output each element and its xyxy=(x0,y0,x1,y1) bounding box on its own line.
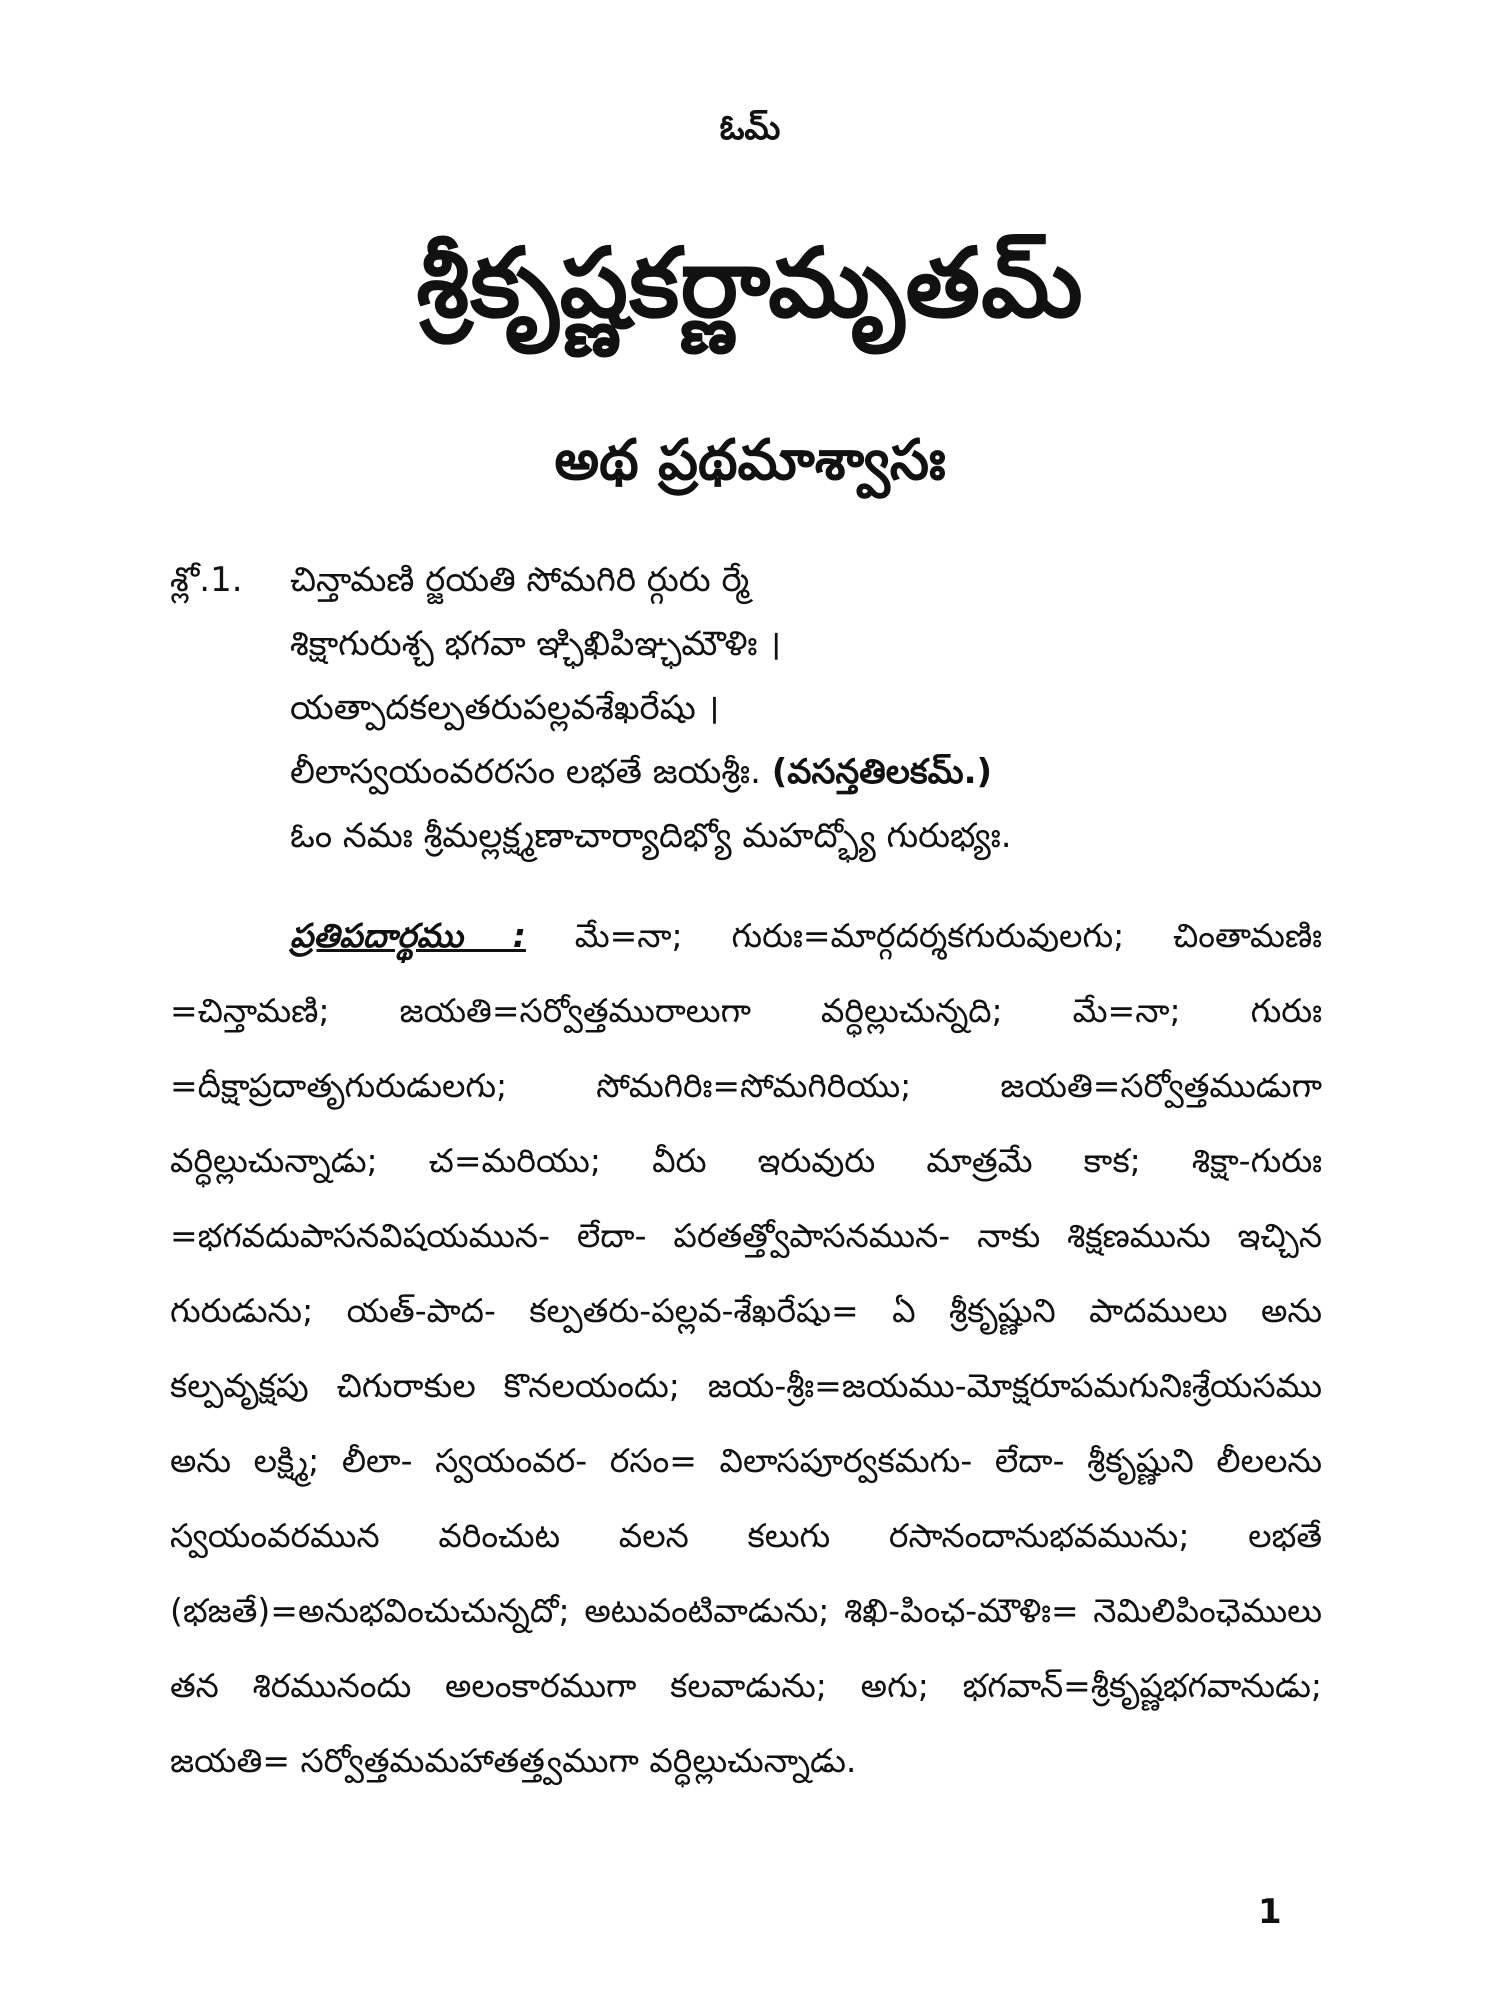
word-meaning-paragraph xyxy=(170,898,1322,1798)
verse-line xyxy=(170,612,1350,676)
verse-line-text: యత్పాదకల్పతరుపల్లవశేఖరేషు । xyxy=(290,688,720,728)
word-meaning-text: మే=నా; గురుః=మార్గదర్శకగురువులగు; చింతామణిః =చిన్తామణి; జయతి=సర్వోత్తమురాలుగా వర్ధిల్లుచున్నది; మే=నా; గురుః =దీక్షాప్రదాతృగురుడులగు; సోమగిరిః=సోమగిరియు; జయతి=సర్వోత్తముడుగా వర్ధిల్లుచున్నాడు; చ=మరియు; వీరు ఇరువురు మాత్రమే కాక; శిక్షా-గురుః =భగవదుపాసనవిషయమున- లేదా- పరతత్త్వోపాసనమున- నాకు శిక్షణమును ఇచ్చిన గురుడును; యత్-పాద- కల్పతరు-పల్లవ-శేఖరేషు= ఏ శ్రీకృష్ణుని పాదములు అను కల్పవృక్షపు చిగురాకుల కొనలయందు; జయ-శ్రీః=జయము-మోక్షరూపమగునిఃశ్రేయసము అను లక్ష్మి; లీలా- స్వయంవర- రసం= విలాసపూర్వకమగు- లేదా- శ్రీకృష్ణుని లీలలను స్వయంవరమున వరించుట వలన కలుగు రసానందానుభవమును; లభతే (భజతే)=అనుభవించుచున్నదో; అటువంటివాడును; శిఖి-పింఛ-మౌళిః= నెమిలిపింఛెములు తన శిరమునందు అలంకారముగా కలవాడును; అగు; భగవాన్=శ్రీకృష్ణభగవానుడు; జయతి= సర్వోత్తమమహాతత్త్వముగా వర్ధిల్లుచున్నాడు. xyxy=(170,916,1322,1780)
invocation-line xyxy=(170,804,1350,868)
meter-name: (వసన్తతిలకమ్.) xyxy=(771,752,993,792)
verse-line-text: లీలాస్వయంవరరసం లభతే జయశ్రీః. xyxy=(290,752,761,792)
verse-line-text: చిన్తామణి ర్జయతి సోమగిరి ర్గురు ర్మే xyxy=(290,560,750,600)
word-meaning-label: ప్రతిపదార్థము : xyxy=(290,916,526,955)
verse-line xyxy=(170,548,1350,612)
verse-number: శ్లో.1. xyxy=(170,560,243,600)
book-title: శ్రీకృష్ణకర్ణామృతమ్ xyxy=(416,227,1084,339)
verse-line-with-meter xyxy=(290,740,992,804)
verse-line xyxy=(170,676,1350,740)
invocation-text: ఓం నమః శ్రీమల్లక్ష్మణాచార్యాదిభ్యో మహద్భ్యో గురుభ్యః. xyxy=(290,816,1012,856)
verse-line-text: శిక్షాగురుశ్చ భగవా ఞ్ఛిఖిపిఞ్ఛమౌళిః । xyxy=(290,624,782,664)
om-heading: ఓమ్ xyxy=(719,108,781,148)
verse-line xyxy=(170,740,1350,804)
verse-block xyxy=(170,548,1350,868)
page-number: 1 xyxy=(1258,1892,1282,1932)
chapter-subtitle: అథ ప్రథమాశ్వాసః xyxy=(554,428,946,493)
